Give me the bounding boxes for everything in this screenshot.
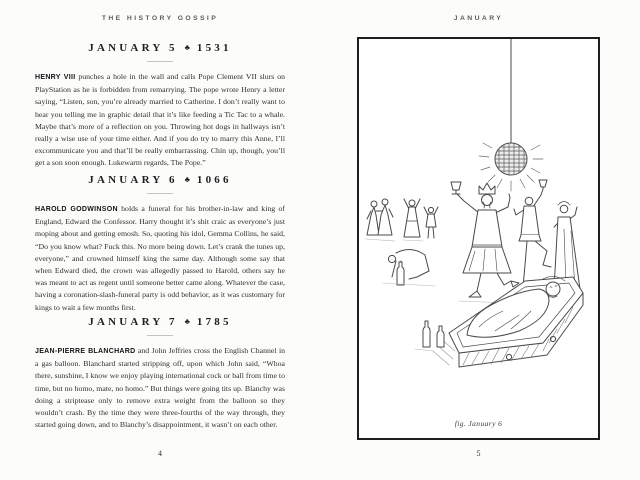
page-number-left: 4 xyxy=(158,449,162,458)
entry-lead: HAROLD GODWINSON xyxy=(35,206,118,213)
king-harold-with-goblet xyxy=(451,182,519,303)
bottle xyxy=(397,262,404,285)
entry-heading xyxy=(35,316,285,328)
crown xyxy=(479,183,495,194)
disco-ball xyxy=(479,39,543,191)
club-ornament-icon: ♣ xyxy=(184,317,190,326)
page-number-right: 5 xyxy=(476,449,481,458)
figure-caption: fig. January 6 xyxy=(454,419,503,428)
heading-year: 1066 xyxy=(196,174,232,186)
floor-bottles xyxy=(415,321,444,351)
heading-date: JANUARY 5 xyxy=(88,42,178,54)
dancer-with-goblet xyxy=(514,180,551,289)
open-coffin-with-corpse xyxy=(433,276,583,367)
entry-january-5 xyxy=(35,42,285,170)
goblet xyxy=(451,182,461,190)
heading-divider xyxy=(147,61,173,62)
heading-year: 1531 xyxy=(196,42,232,54)
entry-heading xyxy=(35,174,285,186)
goblet xyxy=(539,180,547,187)
club-ornament-icon: ♣ xyxy=(184,175,190,184)
heading-date: JANUARY 6 xyxy=(88,174,178,186)
heading-divider xyxy=(147,193,173,194)
entry-paragraph xyxy=(35,203,285,314)
entry-lead: JEAN-PIERRE BLANCHARD xyxy=(35,348,136,355)
entry-paragraph xyxy=(35,345,285,431)
entry-heading xyxy=(35,42,285,54)
dancing-couple xyxy=(365,199,395,241)
crawling-reveller xyxy=(383,249,435,286)
running-head-left: THE HISTORY GOSSIP xyxy=(101,15,219,22)
entry-body: and John Jeffries cross the English Channel in a gas balloon. Blanchard started stripping off, upon which John said, “Whoa there, sunshine, I know we enjoy playing international cock or ball from time to time, but no homo, mate, no homo.” But things were going tits up. Blanchy was doing a striptease only to remove extra weight from the balloon so they wouldn’t crash. By the time they were three-fourths of the way through, they started going down, and to Blanchy’s disappointment, it wasn’t on each other. xyxy=(35,346,286,430)
running-head-right: JANUARY xyxy=(453,15,504,22)
dancer-arms-raised xyxy=(403,199,423,241)
heading-date: JANUARY 7 xyxy=(88,316,178,328)
small-dancer xyxy=(424,207,438,238)
corpse-head xyxy=(546,282,560,296)
entry-lead: HENRY VIII xyxy=(35,74,76,81)
heading-year: 1785 xyxy=(196,316,232,328)
heading-divider xyxy=(147,335,173,336)
entry-paragraph xyxy=(35,71,285,170)
entry-january-7 xyxy=(35,316,285,431)
entry-january-6 xyxy=(35,174,285,314)
illustration-svg xyxy=(359,39,598,438)
entry-body: holds a funeral for his brother-in-law and king of England, Edward the Confessor. Harry thought it’s shit craic as everyone’s just moping about and getting emosh. So, quoting his idol, Gemma Collins, he said, “Do you know what? Fuck this. No more being down. Let’s crank the tunes up, everyone,” and crowned himself king the same day. Although some say that when Edward died, the crown was allegedly passed to Harold, others say he was meant to act as regent until someone better came along. Whatever the case, having a coronation-slash-funeral party is odd behavior, as it was customary for kings to wait a few months first. xyxy=(35,204,285,312)
entry-body: punches a hole in the wall and calls Pope Clement VII slurs on PlayStation as he is forbidden from remarrying. The pope wrote Henry a letter saying, “Listen, son, you’re already married to Catherine. I don’t really want to hear you telling me in graphic detail that it’s like feeding a Tic Tac to a whale. Maybe that’s more of a reflection on you. Throwing hot dogs in hallways isn’t really a wise use of your time either. And if you do try to marry this Anne, I’ll excommunicate you and that’ll be really embarrassing. Chin up, though, you’ll get a son soon enough. Lukewarm regards, The Pope.” xyxy=(35,72,285,168)
illustration-frame xyxy=(357,37,600,440)
club-ornament-icon: ♣ xyxy=(184,43,190,52)
